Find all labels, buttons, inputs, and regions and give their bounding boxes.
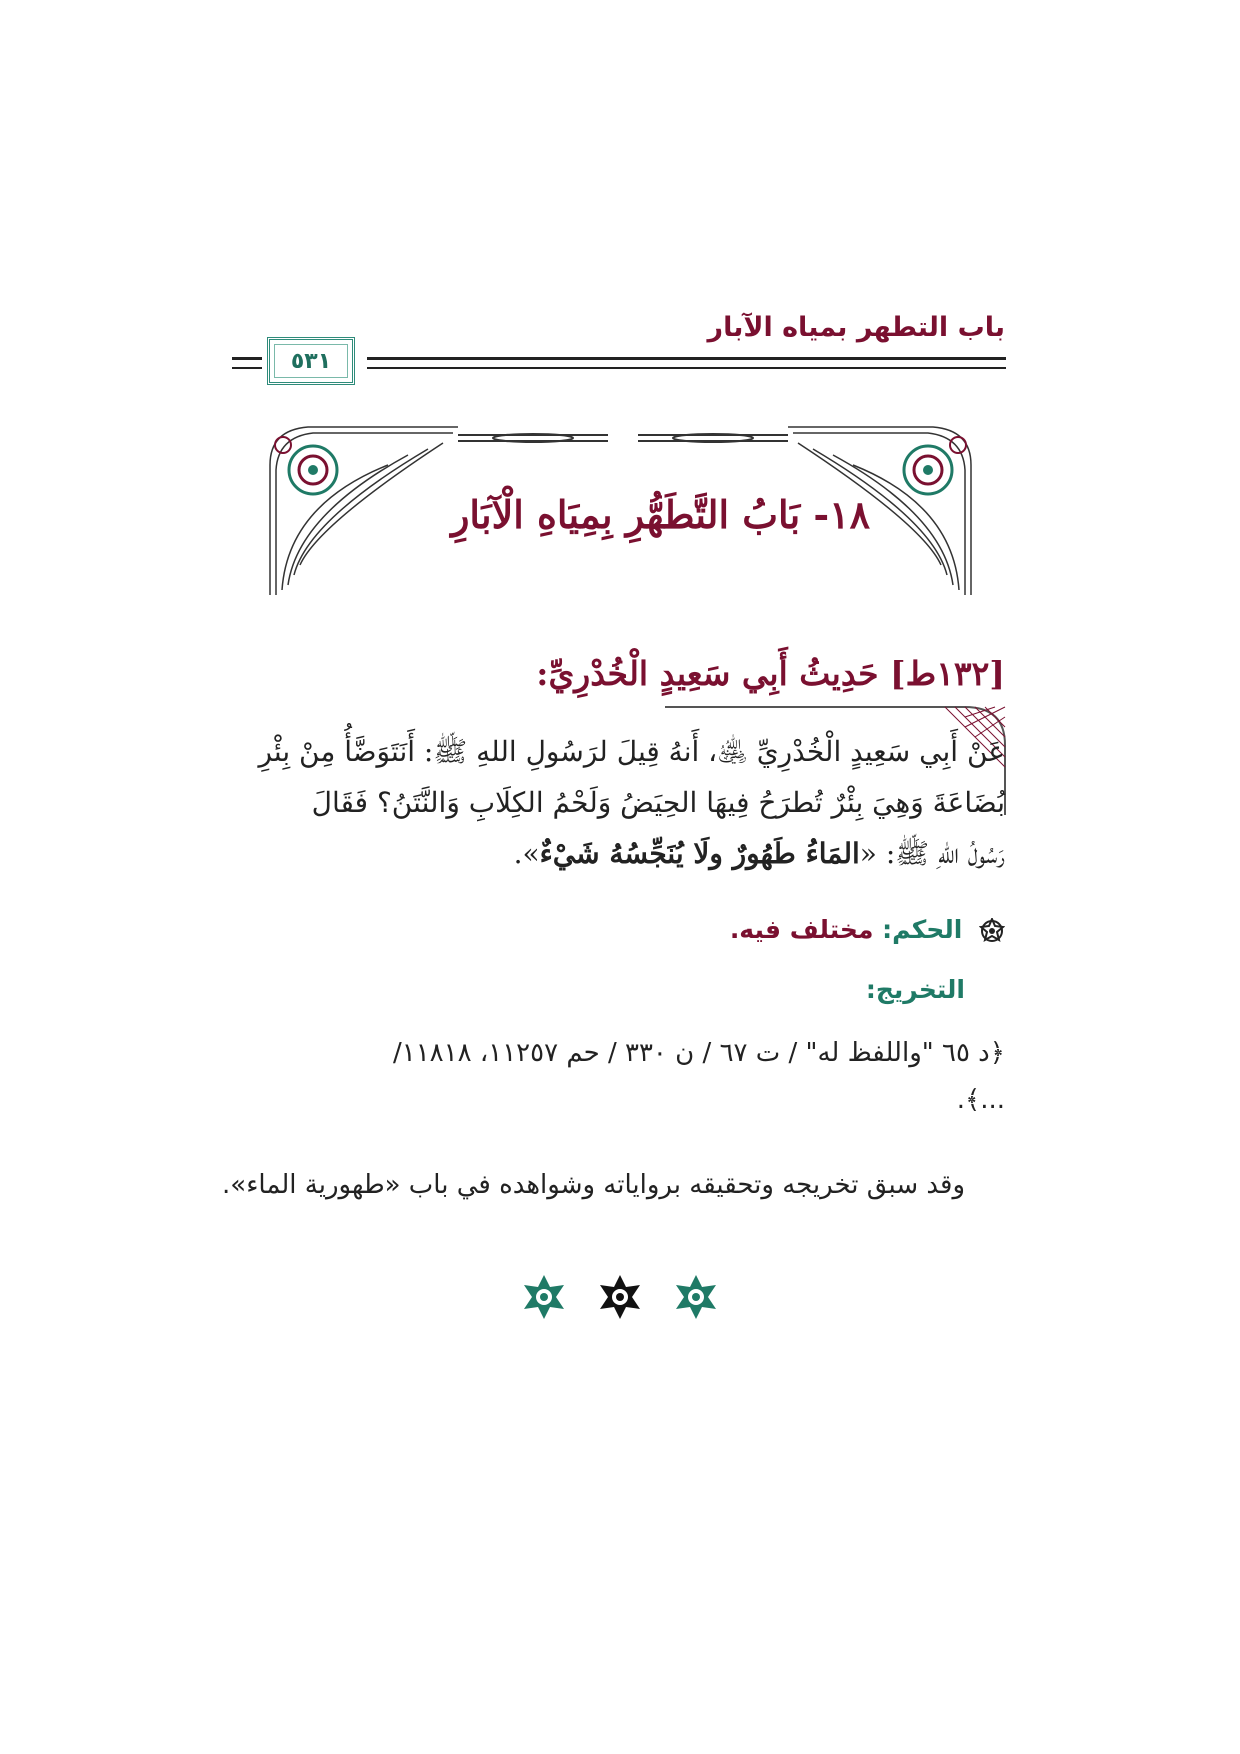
section-end-ornaments (520, 1273, 720, 1321)
ruling-label: الحكم: (882, 915, 963, 944)
takhrij-label: التخريج: (865, 975, 965, 1004)
ruling-line (730, 915, 1005, 944)
star-ornament-icon (520, 1273, 568, 1321)
takhrij-sources-line: ﴿د ٦٥ "واللفظ له" / ت ٦٧ / ن ٣٣٠ / حم ١١٢٥٧، ١١٨١٨/ (392, 1038, 1005, 1068)
hadith-heading: [١٣٢ط] حَدِيثُ أَبِي سَعِيدٍ الْخُدْرِيِّ: (536, 654, 1005, 693)
page-number: ٥٣١ (290, 348, 332, 374)
hadith-line-suffix: ». (513, 837, 540, 870)
takhrij-sources-line: ...﴾. (956, 1085, 1005, 1115)
page-number-badge (267, 337, 355, 385)
ruling-value: مختلف فيه. (729, 915, 874, 944)
running-header-title: باب التطهر بمياه الآبار (707, 312, 1005, 343)
hadith-text-line: عَنْ أَبِي سَعِيدٍ الْخُدْرِيِّ ﵁، أَنهُ قِيلَ لرَسُولِ اللهِ ﷺ: أَنَتَوَضَّأُ مِنْ بِئْرِ (258, 735, 1005, 768)
prophetic-quote: المَاءُ طَهُورٌ ولَا يُنَجِّسُهُ شَيْءٌ (539, 837, 860, 870)
hadith-text-line: بُضَاعَةَ وَهِيَ بِئْرٌ تُطرَحُ فِيهَا الحِيَضُ وَلَحْمُ الكِلَابِ وَالنَّتَنُ؟ فَقَالَ (311, 786, 1005, 819)
hadith-line-prefix: رَسُولُ اللهِ ﷺ: « (859, 837, 1005, 870)
takhrij-note: وقد سبق تخريجه وتحقيقه برواياته وشواهده في باب «طهورية الماء». (222, 1170, 965, 1200)
header-rule-left (232, 357, 262, 369)
header-rule (367, 357, 1006, 369)
star-ornament-icon (596, 1273, 644, 1321)
chapter-title: ١٨- بَابُ التَّطَهُّرِ بِمِيَاهِ الْآبَارِ (451, 492, 870, 537)
hadith-text-line (514, 837, 1005, 877)
star-ornament-icon (672, 1273, 720, 1321)
flower-icon (979, 918, 1005, 944)
